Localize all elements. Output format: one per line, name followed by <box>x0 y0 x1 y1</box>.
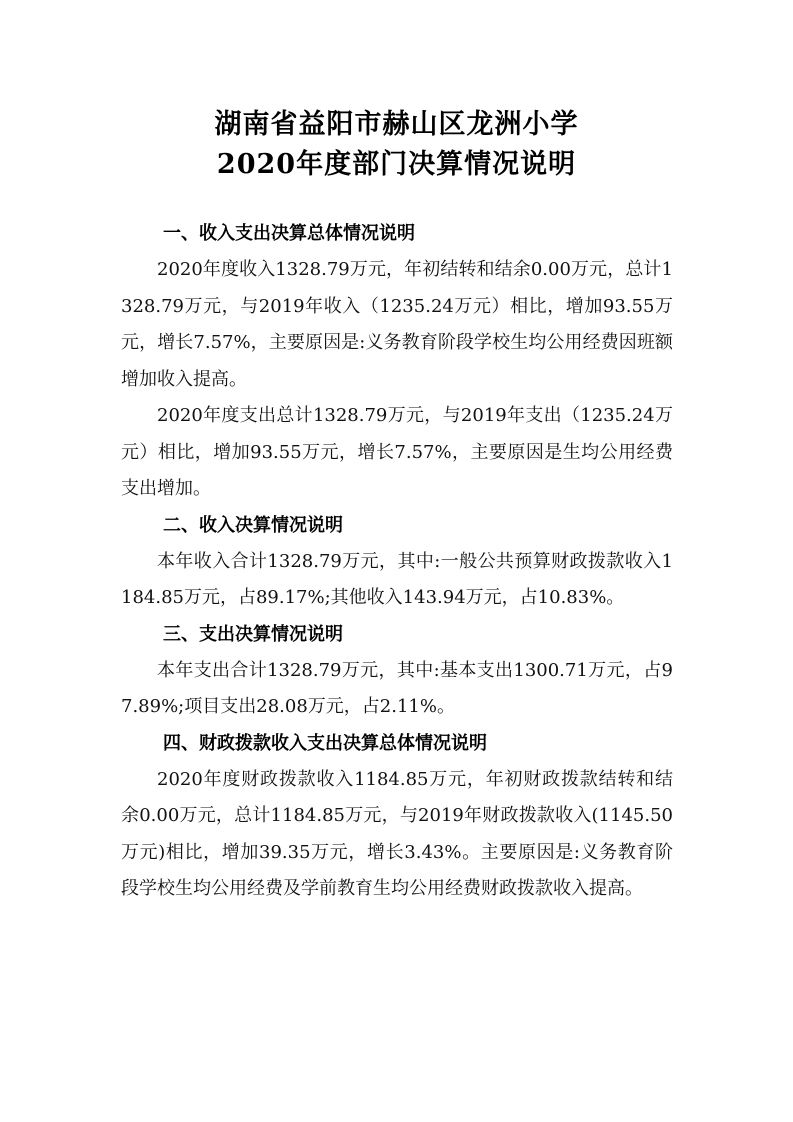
section-4 <box>121 726 673 908</box>
section-3 <box>121 617 673 726</box>
section-1 <box>121 216 673 508</box>
section-2 <box>121 508 673 617</box>
section-paragraph: 2020年度收入1328.79万元，年初结转和结余0.00万元，总计1328.79万元，与2019年收入（1235.24万元）相比，增加93.55万元，增长7.57%，主要原因是:义务教育阶段学校生均公用经费因班额增加收入提高。 <box>121 259 673 390</box>
section-heading: 二、收入决算情况说明 <box>163 514 343 536</box>
document-body <box>121 216 673 908</box>
section-paragraph: 2020年度财政拨款收入1184.85万元，年初财政拨款结转和结余0.00万元，总计1184.85万元，与2019年财政拨款收入(1145.50万元)相比，增加39.35万元，增长3.43%。主要原因是:义务教育阶段学校生均公用经费及学前教育生均公用经费财政拨款收入提高。 <box>121 768 673 899</box>
document-title-line-1: 湖南省益阳市赫山区龙洲小学 <box>214 109 579 140</box>
section-heading: 一、收入支出决算总体情况说明 <box>163 223 415 244</box>
section-heading: 四、财政拨款收入支出决算总体情况说明 <box>163 732 487 754</box>
section-paragraph: 2020年度支出总计1328.79万元，与2019年支出（1235.24万元）相比，增加93.55万元，增长7.57%，主要原因是生均公用经费支出增加。 <box>121 405 673 499</box>
document-title-line-2: 2020年度部门决算情况说明 <box>216 149 577 180</box>
section-heading: 三、支出决算情况说明 <box>163 623 343 645</box>
section-paragraph: 本年支出合计1328.79万元，其中:基本支出1300.71万元，占97.89%;项目支出28.08万元，占2.11%。 <box>121 659 673 717</box>
section-paragraph: 本年收入合计1328.79万元，其中:一般公共预算财政拨款收入1184.85万元，占89.17%;其他收入143.94万元，占10.83%。 <box>121 550 673 608</box>
